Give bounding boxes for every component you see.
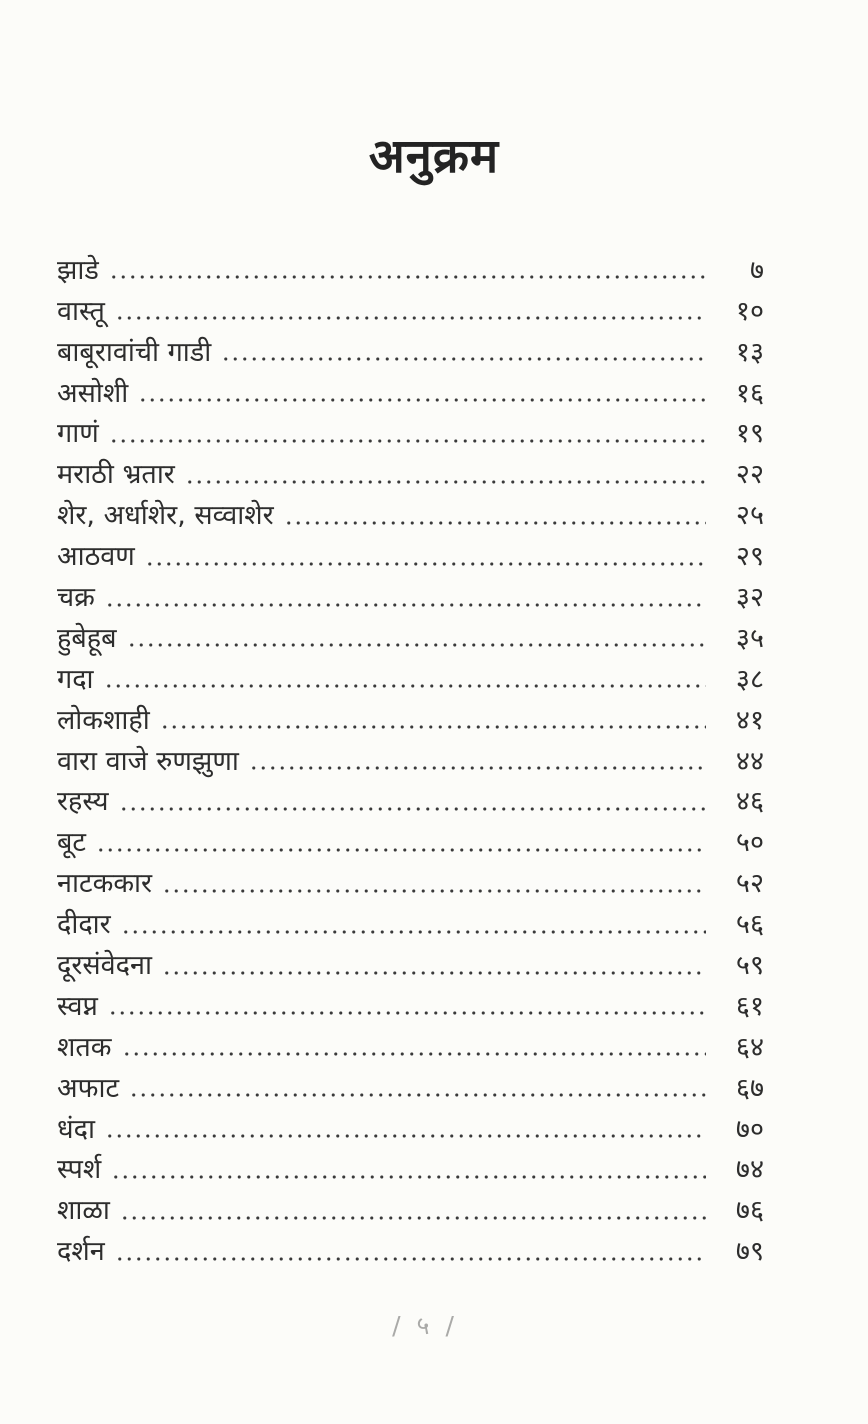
toc-entry-page: २५: [735, 500, 764, 532]
dot-leader: [111, 1148, 706, 1189]
dot-leader: [162, 943, 706, 984]
dot-leader: [120, 1188, 706, 1229]
toc-entry-page: ७०: [735, 1113, 764, 1145]
toc-entry-page: ६७: [735, 1072, 764, 1104]
dot-leader: [284, 493, 706, 534]
toc-entry-title: आठवण: [57, 541, 135, 573]
toc-list: [0, 248, 868, 1270]
toc-entry: [57, 534, 764, 575]
toc-entry-title: स्वप्न: [57, 990, 98, 1022]
dot-leader: [109, 412, 706, 453]
toc-entry-title: दूरसंवेदना: [57, 950, 152, 982]
toc-entry-title: स्पर्श: [57, 1154, 102, 1186]
toc-entry-page: ५०: [735, 827, 764, 859]
dot-leader: [115, 289, 706, 330]
dot-leader: [162, 861, 706, 902]
toc-entry-title: गाणं: [57, 418, 99, 450]
toc-entry-title: चक्र: [57, 582, 95, 614]
toc-entry: [57, 330, 764, 371]
toc-entry: [57, 1107, 764, 1148]
toc-entry-page: १६: [735, 377, 764, 409]
toc-entry-title: असोशी: [57, 377, 129, 409]
toc-entry: [57, 780, 764, 821]
toc-entry-title: दीदार: [57, 909, 111, 941]
toc-entry: [57, 1066, 764, 1107]
toc-entry: [57, 1229, 764, 1270]
toc-entry-title: बाबूरावांची गाडी: [57, 336, 212, 368]
dot-leader: [115, 1229, 706, 1270]
toc-entry: [57, 943, 764, 984]
toc-entry-page: १९: [735, 418, 764, 450]
toc-entry-page: २९: [735, 541, 764, 573]
toc-entry-title: वारा वाजे रुणझुणा: [57, 745, 239, 777]
toc-entry: [57, 739, 764, 780]
toc-entry-title: झाडे: [57, 254, 99, 286]
toc-entry-title: दर्शन: [57, 1236, 105, 1268]
toc-entry-page: ७४: [735, 1154, 764, 1186]
toc-entry: [57, 248, 764, 289]
toc-entry-page: ४१: [735, 704, 764, 736]
dot-leader: [129, 1066, 706, 1107]
toc-entry-page: ७९: [735, 1236, 764, 1268]
dot-leader: [121, 902, 706, 943]
page-title: अनुक्रम: [368, 129, 500, 184]
toc-entry: [57, 902, 764, 943]
footer-page-number: / ५ /: [392, 1311, 458, 1340]
toc-entry: [57, 1148, 764, 1189]
toc-entry-title: मराठी भ्रतार: [57, 459, 175, 491]
toc-entry-title: शाळा: [57, 1195, 110, 1227]
toc-entry-page: ४४: [735, 745, 764, 777]
toc-entry: [57, 984, 764, 1025]
dot-leader: [105, 575, 706, 616]
dot-leader: [160, 698, 706, 739]
dot-leader: [104, 657, 706, 698]
toc-entry-title: धंदा: [57, 1113, 95, 1145]
toc-entry: [57, 820, 764, 861]
toc-entry: [57, 575, 764, 616]
toc-entry-title: गदा: [57, 663, 94, 695]
dot-leader: [96, 820, 706, 861]
toc-entry-title: बूट: [57, 827, 87, 859]
dot-leader: [138, 371, 706, 412]
toc-entry: [57, 412, 764, 453]
toc-entry-page: १३: [735, 336, 764, 368]
dot-leader: [185, 452, 706, 493]
toc-entry-page: ५९: [735, 950, 764, 982]
toc-entry: [57, 861, 764, 902]
toc-entry-title: रहस्य: [57, 786, 109, 818]
dot-leader: [122, 1025, 707, 1066]
dot-leader: [119, 780, 706, 821]
toc-entry-page: ३५: [735, 622, 764, 654]
toc-entry-page: ६४: [735, 1031, 764, 1063]
toc-entry-page: १०: [735, 295, 764, 327]
dot-leader: [109, 248, 706, 289]
toc-entry-title: शेर, अर्धाशेर, सव्वाशेर: [57, 500, 274, 532]
toc-entry-page: ४६: [735, 786, 764, 818]
toc-entry-title: लोकशाही: [57, 704, 150, 736]
toc-entry-title: अफाट: [57, 1072, 120, 1104]
toc-entry: [57, 452, 764, 493]
dot-leader: [145, 534, 706, 575]
toc-entry-title: शतक: [57, 1031, 112, 1063]
toc-entry: [57, 289, 764, 330]
dot-leader: [108, 984, 706, 1025]
toc-entry: [57, 657, 764, 698]
toc-entry-page: ७६: [735, 1195, 764, 1227]
toc-entry: [57, 371, 764, 412]
toc-entry: [57, 616, 764, 657]
dot-leader: [221, 330, 706, 371]
toc-entry: [57, 493, 764, 534]
toc-entry-title: हुबेहूब: [57, 622, 117, 654]
dot-leader: [127, 616, 706, 657]
toc-entry: [57, 1188, 764, 1229]
toc-entry-page: ३८: [735, 663, 764, 695]
toc-entry-page: ७: [749, 254, 764, 286]
toc-entry-page: ३२: [735, 582, 764, 614]
dot-leader: [249, 739, 706, 780]
toc-entry-page: ५२: [735, 868, 764, 900]
toc-entry-title: वास्तू: [57, 295, 105, 327]
toc-entry: [57, 1025, 764, 1066]
dot-leader: [105, 1107, 706, 1148]
toc-entry-page: २२: [735, 459, 764, 491]
toc-entry-title: नाटककार: [57, 868, 153, 900]
toc-entry: [57, 698, 764, 739]
toc-entry-page: ६१: [735, 990, 764, 1022]
toc-entry-page: ५६: [735, 909, 764, 941]
